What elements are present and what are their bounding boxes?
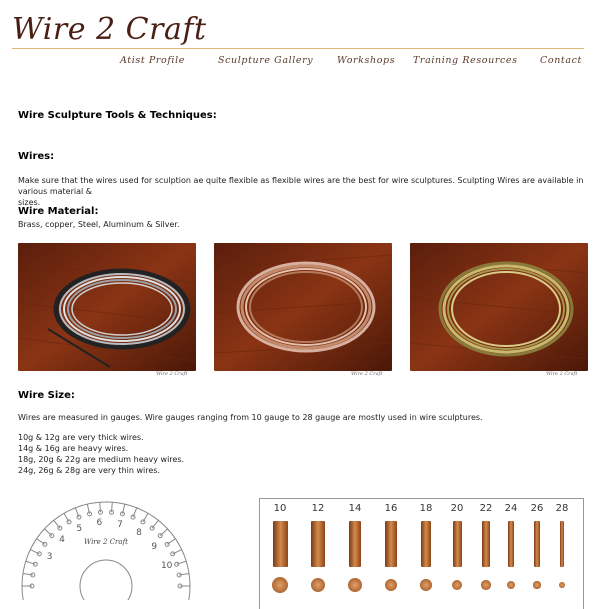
wires-paragraph bbox=[18, 175, 588, 208]
gauge-tool-number: 7 bbox=[117, 519, 123, 530]
gauge-wire-rod bbox=[349, 521, 362, 567]
gauge-wire-end bbox=[481, 580, 490, 589]
gauge-label: 22 bbox=[479, 503, 493, 514]
wire-size-list bbox=[18, 432, 184, 476]
gauge-hole bbox=[165, 542, 169, 546]
gauge-tool-logo: Wire 2 Craft bbox=[84, 538, 128, 546]
gauge-notch bbox=[37, 539, 45, 545]
nav-artist-profile[interactable]: Atist Profile bbox=[120, 55, 185, 66]
gauge-notch bbox=[44, 529, 51, 536]
gauge-label: 12 bbox=[311, 503, 325, 514]
gauge-tool-number: 9 bbox=[151, 542, 158, 553]
gauge-tool-number: 8 bbox=[136, 528, 142, 539]
wire-size-line: 24g, 26g & 28g are very thin wires. bbox=[18, 466, 160, 475]
gauge-tool-number: 10 bbox=[160, 560, 173, 571]
gauge-notch bbox=[167, 539, 175, 545]
gauge-notch bbox=[160, 529, 167, 536]
gauge-label: 14 bbox=[348, 503, 362, 514]
gauge-wire-end bbox=[559, 582, 565, 588]
gauge-notch bbox=[54, 520, 60, 528]
page-title: Wire Sculpture Tools & Techniques: bbox=[18, 110, 217, 121]
header-divider bbox=[12, 48, 584, 49]
gauge-wire-rod bbox=[508, 521, 515, 567]
gauge-label: 20 bbox=[450, 503, 464, 514]
nav-sculpture-gallery[interactable]: Sculpture Gallery bbox=[218, 55, 314, 66]
gauge-wire-rod bbox=[421, 521, 431, 567]
gauge-label: 26 bbox=[530, 503, 544, 514]
gauge-wire-rod bbox=[482, 521, 490, 567]
gauge-notch bbox=[152, 520, 158, 528]
gauge-wire-rod bbox=[311, 521, 325, 567]
gauge-hole bbox=[77, 515, 81, 519]
gauge-wire-rod bbox=[560, 521, 564, 567]
wire-gauge-tool bbox=[18, 490, 218, 600]
gauge-tool-number: 6 bbox=[96, 518, 103, 529]
main-nav bbox=[0, 55, 600, 69]
site-logo[interactable]: Wire 2 Craft bbox=[12, 12, 207, 47]
wires-text-line-1: Make sure that the wires used for sculption ae quite flexible as flexible wires are the best for wire sculptures. Sculpting Wires are available in various material & bbox=[18, 176, 584, 196]
gauge-wire-rod bbox=[273, 521, 288, 567]
wires-text-line-2: sizes. bbox=[18, 198, 41, 207]
gauge-hole bbox=[141, 520, 145, 524]
gauge-label: 10 bbox=[273, 503, 287, 514]
wire-size-line: 18g, 20g & 22g are medium heavy wires. bbox=[18, 455, 185, 464]
gauge-hole bbox=[67, 520, 71, 524]
photo-signature-1: Wire 2 Craft bbox=[156, 371, 188, 377]
nav-workshops[interactable]: Workshops bbox=[337, 55, 396, 66]
gauge-hole bbox=[158, 534, 162, 538]
gauge-wire-rod bbox=[385, 521, 396, 567]
brass-wire-image bbox=[410, 243, 588, 371]
gauge-tool-number: 5 bbox=[76, 523, 83, 534]
nav-training-resources[interactable]: Training Resources bbox=[413, 55, 518, 66]
gauge-tool-number: 4 bbox=[59, 535, 65, 546]
wire-size-heading: Wire Size: bbox=[18, 390, 75, 401]
steel-wire-image bbox=[18, 243, 196, 371]
copper-wire-photo bbox=[214, 243, 392, 371]
gauge-wire-end bbox=[348, 578, 362, 592]
gauge-label: 28 bbox=[555, 503, 569, 514]
steel-wire-photo bbox=[18, 243, 196, 371]
wire-size-line: 10g & 12g are very thick wires. bbox=[18, 433, 144, 442]
gauge-hole bbox=[43, 542, 47, 546]
wire-size-line: 14g & 16g are heavy wires. bbox=[18, 444, 129, 453]
gauge-wire-rod bbox=[453, 521, 462, 567]
photo-signature-2: Wire 2 Craft bbox=[351, 371, 383, 377]
nav-contact[interactable]: Contact bbox=[540, 55, 582, 66]
gauge-wire-end bbox=[420, 579, 432, 591]
brass-wire-photo bbox=[410, 243, 588, 371]
wire-size-intro: Wires are measured in gauges. Wire gauges ranging from 10 gauge to 28 gauge are mostly used in wire sculptures. bbox=[18, 413, 483, 422]
gauge-wire-end bbox=[272, 577, 288, 593]
gauge-notch bbox=[64, 513, 69, 522]
gauge-label: 24 bbox=[504, 503, 518, 514]
gauge-hole bbox=[131, 515, 135, 519]
gauge-label: 18 bbox=[419, 503, 433, 514]
material-heading: Wire Material: bbox=[18, 206, 99, 217]
gauge-label: 16 bbox=[384, 503, 398, 514]
gauge-wire-rod bbox=[534, 521, 539, 567]
gauge-tool-number: 3 bbox=[46, 551, 53, 562]
copper-wire-image bbox=[214, 243, 392, 371]
gauge-wire-end bbox=[533, 581, 540, 588]
wires-heading: Wires: bbox=[18, 151, 55, 162]
gauge-hole bbox=[50, 534, 54, 538]
gauge-notch bbox=[143, 513, 148, 522]
photo-signature-3: Wire 2 Craft bbox=[546, 371, 578, 377]
material-paragraph: Brass, copper, Steel, Aluminum & Silver. bbox=[18, 220, 180, 229]
